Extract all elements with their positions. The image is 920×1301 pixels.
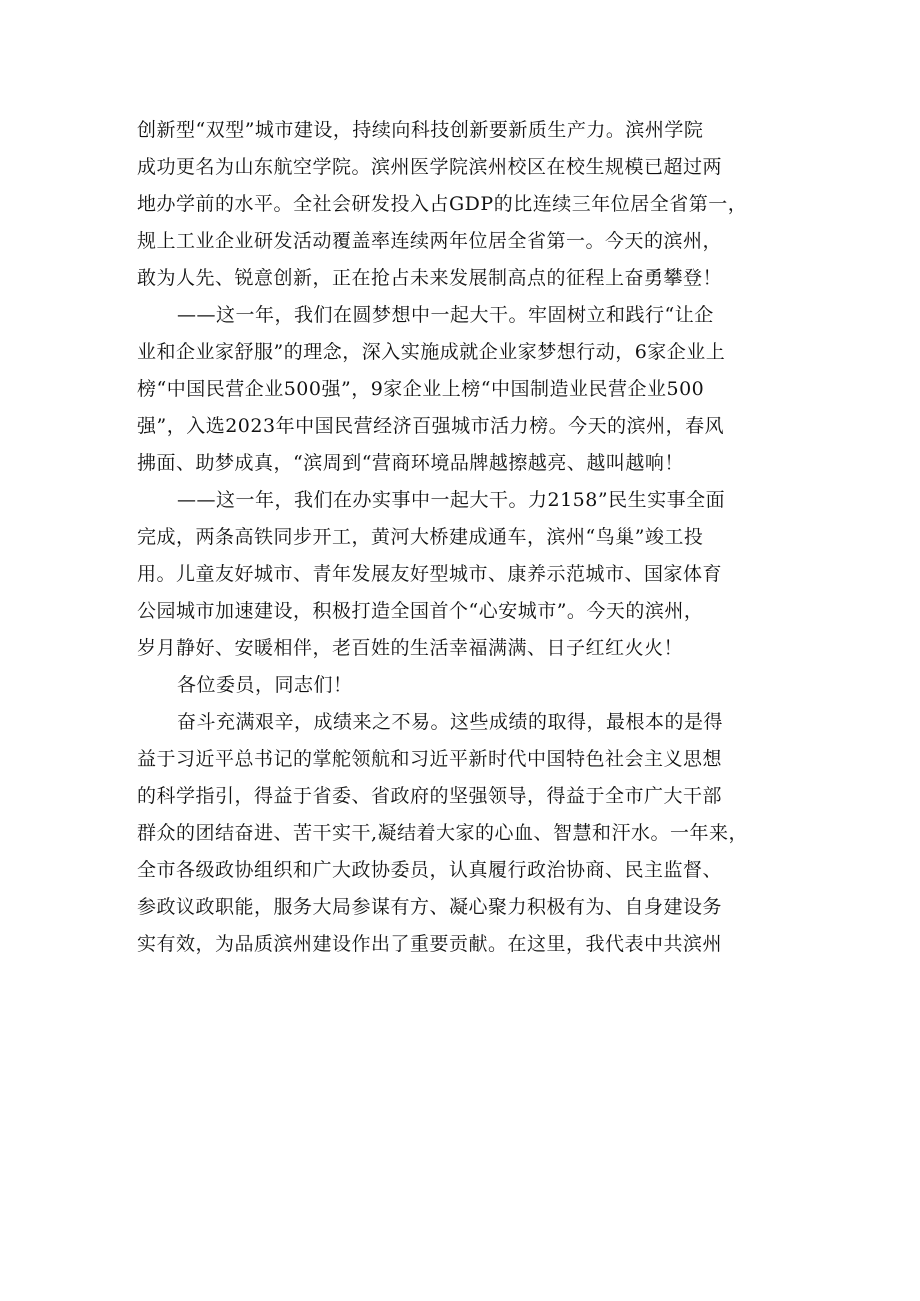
- text-line: 敢为人先、锐意创新，正在抢占未来发展制高点的征程上奋勇攀登！: [137, 267, 723, 289]
- text-line: 用。儿童友好城市、青年发展友好型城市、康养示范城市、国家体育: [137, 563, 723, 585]
- text-line: ——这一年，我们在办实事中一起大干。力2158”民生实事全面: [177, 489, 726, 511]
- text-line: 地办学前的水平。全社会研发投入占GDP的比连续三年位居全省第一，: [137, 193, 748, 215]
- text-line: 公园城市加速建设，积极打造全国首个“心安城市”。今天的滨州，: [137, 600, 704, 622]
- text-line: 创新型“双型”城市建设，持续向科技创新要新质生产力。滨州学院: [137, 119, 704, 141]
- document-body: [137, 112, 797, 963]
- text-line: 各位委员，同志们！: [177, 674, 353, 696]
- text-line: 的科学指引，得益于省委、省政府的坚强领导，得益于全市广大干部: [137, 785, 723, 807]
- text-line: ——这一年，我们在圆梦想中一起大干。牢固树立和践行“让企: [177, 304, 714, 326]
- text-line: 强”，入选2023年中国民营经济百强城市活力榜。今天的滨州，春风: [137, 415, 725, 437]
- text-line: 业和企业家舒服”的理念，深入实施成就企业家梦想行动，6家企业上: [137, 341, 726, 363]
- text-line: 成功更名为山东航空学院。滨州医学院滨州校区在校生规模已超过两: [137, 156, 723, 178]
- text-line: 实有效，为品质滨州建设作出了重要贡献。在这里，我代表中共滨州: [137, 933, 723, 955]
- text-line: 拂面、助梦成真，“滨周到“营商环境品牌越擦越亮、越叫越响！: [137, 452, 684, 474]
- text-line: 参政议政职能，服务大局参谋有方、凝心聚力积极有为、自身建设务: [137, 896, 723, 918]
- text-line: 群众的团结奋进、苦干实干,凝结着大家的心血、智慧和汗水。一年来，: [137, 822, 749, 844]
- text-line: 榜“中国民营企业500强”，9家企业上榜“中国制造业民营企业500: [137, 378, 705, 400]
- text-line: 奋斗充满艰辛，成绩来之不易。这些成绩的取得，最根本的是得: [177, 711, 724, 733]
- text-line: 完成，两条高铁同步开工，黄河大桥建成通车，滨州“鸟巢”竣工投: [137, 526, 704, 548]
- text-line: 全市各级政协组织和广大政协委员，认真履行政治协商、民主监督、: [137, 859, 723, 881]
- text-line: 益于习近平总书记的掌舵领航和习近平新时代中国特色社会主义思想: [137, 748, 723, 770]
- text-line: 规上工业企业研发活动覆盖率连续两年位居全省第一。今天的滨州，: [137, 230, 723, 252]
- text-line: 岁月静好、安暖相伴，老百姓的生活幸福满满、日子红红火火！: [137, 637, 684, 659]
